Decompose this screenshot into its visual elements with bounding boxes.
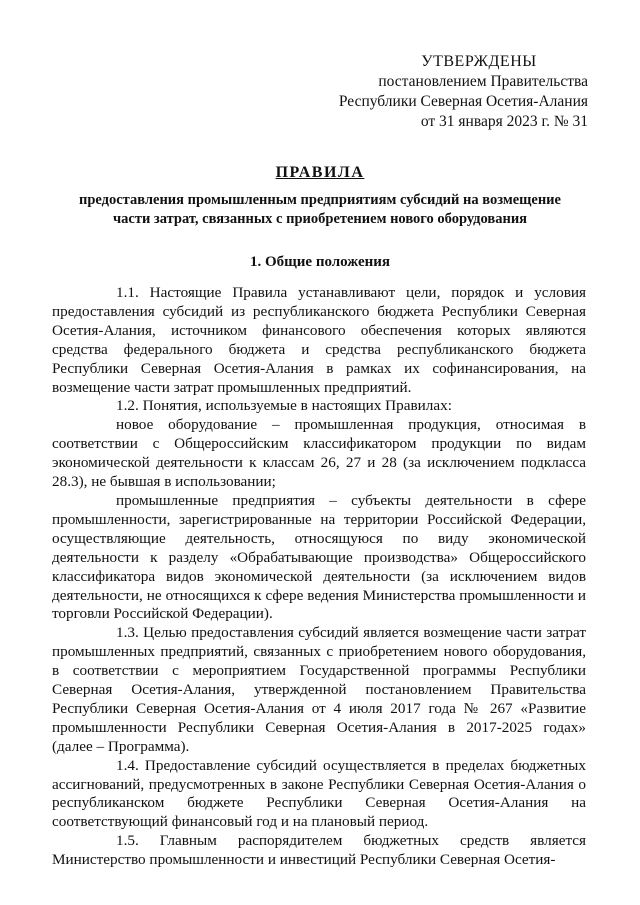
approval-line: Республики Северная Осетия-Алания [338, 93, 588, 110]
paragraph: 1.4. Предоставление субсидий осуществляется в пределах бюджетных ассигнований, предусмотренных в законе Республики Северная Осетия-Алания о республиканском бюджете Республики Северная Осетия-Алания на соответствующий финансовый год и на плановый период. [52, 756, 586, 831]
section-heading: 1. Общие положения [249, 254, 391, 270]
approval-line: от 31 января 2023 г. № 31 [420, 113, 588, 130]
paragraph: 1.5. Главным распорядителем бюджетных средств является Министерство промышленности и инвестиций Республики Северная Осетия- [52, 832, 586, 869]
document-body [52, 284, 586, 870]
paragraph: новое оборудование – промышленная продукция, относимая в соответствии с Общероссийским классификатором продукции по видам экономической деятельности к классам 26, 27 и 28 (за исключением подкласса 28.3), не бывшая в использовании; [52, 416, 586, 491]
document-subtitle: предоставления промышленным предприятиям субсидий на возмещение части затрат, связанных с приобретением нового оборудования [79, 192, 561, 227]
paragraph: промышленные предприятия – субъекты деятельности в сфере промышленности, зарегистрированные на территории Российской Федерации, осуществляющие деятельность, относящуюся по виду экономической деятельности к разделу «Обрабатывающие производства» Общероссийского классификатора видов экономической деятельности (за исключением видов деятельности, не относящихся к сфере ведения Министерства промышленности и торговли Российской Федерации). [52, 491, 586, 623]
approval-line: постановлением Правительства [378, 73, 588, 90]
approval-stamp [330, 52, 588, 132]
document-title-block [60, 163, 580, 228]
document-title: ПРАВИЛА [275, 164, 365, 181]
approval-heading: УТВЕРЖДЕНЫ [421, 53, 537, 70]
paragraph: 1.2. Понятия, используемые в настоящих Правилах: [116, 397, 452, 415]
paragraph: 1.3. Целью предоставления субсидий является возмещение части затрат промышленных предприятий, связанных с приобретением нового оборудования, в соответствии с мероприятием Государственной программы Республики Северная Осетия-Алания, утвержденной постановлением Правительства Республики Северная Осетия-Алания от 4 июля 2017 года № 267 «Развитие промышленности Республики Северная Осетия-Алания в 2017-2025 годах» (далее – Программа). [52, 624, 586, 755]
paragraph: 1.1. Настоящие Правила устанавливают цели, порядок и условия предоставления субсидий из республиканского бюджета Республики Северная Осетия-Алания, источником финансового обеспечения которых являются средства федерального бюджета и средства республиканского бюджета Республики Северная Осетия-Алания в рамках их софинансирования, на возмещение части затрат промышленных предприятий. [52, 284, 586, 396]
